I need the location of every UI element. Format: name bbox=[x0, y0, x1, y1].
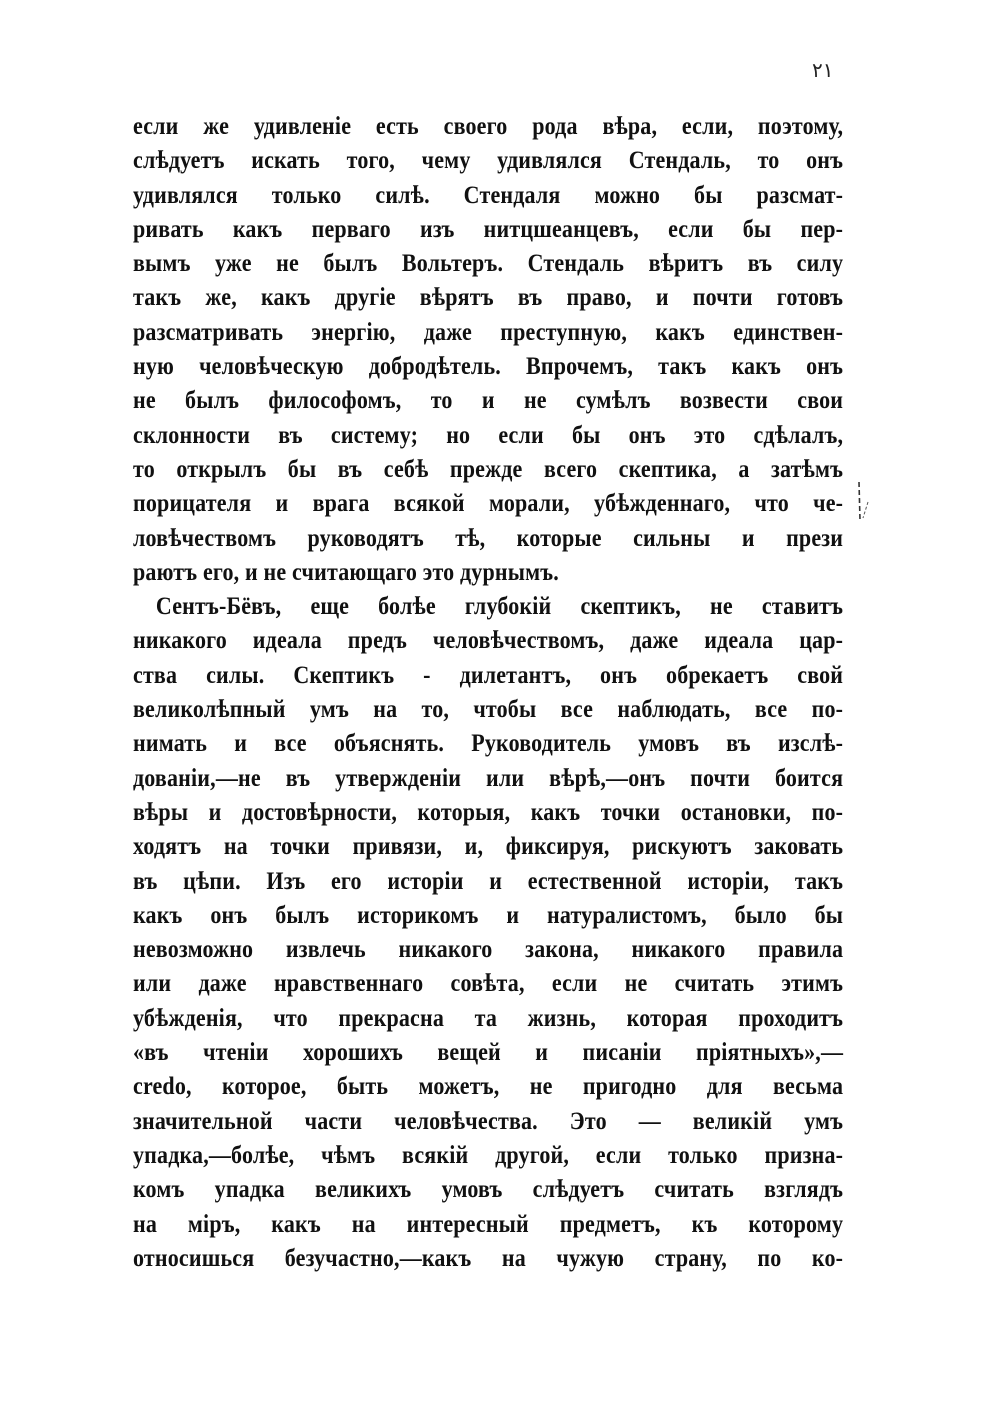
text-line: «въ чтеніи хорошихъ вещей и писаніи пріятныхъ»,— bbox=[133, 1039, 844, 1067]
text-line: невозможно извлечь никакого закона, никакого правила bbox=[133, 936, 844, 964]
text-line: упадка,—болѣе, чѣмъ всякій другой, если только призна- bbox=[133, 1141, 844, 1169]
text-line: комъ упадка великихъ умовъ слѣдуетъ считать взглядъ bbox=[133, 1176, 844, 1204]
text-line: относишься безучастно,—какъ на чужую страну, по ко- bbox=[133, 1244, 844, 1272]
text-line: на міръ, какъ на интересный предметъ, къ которому bbox=[133, 1210, 844, 1238]
text-line: нимать и все объяснять. Руководитель умовъ въ изслѣ- bbox=[133, 730, 844, 758]
text-line: или даже нравственнаго совѣта, если не считать этимъ bbox=[133, 970, 844, 998]
text-line: великолѣпный умъ на то, чтобы все наблюдать, все по- bbox=[133, 696, 844, 724]
text-line: какъ онъ былъ историкомъ и натуралистомъ, было бы bbox=[133, 901, 844, 929]
text-line: слѣдуетъ искать того, чему удивлялся Стендаль, то онъ bbox=[133, 147, 844, 175]
text-line: порицателя и врага всякой морали, убѣжденнаго, что че- bbox=[133, 490, 844, 518]
text-line: склонности въ систему; но если бы онъ это сдѣлалъ, bbox=[133, 421, 844, 449]
text-line: то открылъ бы въ себѣ прежде всего скептика, а затѣмъ bbox=[133, 455, 844, 483]
margin-pencil-mark-icon bbox=[855, 480, 875, 525]
page-number: ٢١ bbox=[812, 58, 834, 82]
text-line: дованіи,—не въ утвержденіи или вѣрѣ,—онъ почти боится bbox=[133, 764, 844, 792]
text-line: удивлялся только силѣ. Стендаля можно бы разсмат- bbox=[133, 181, 844, 209]
text-line: ловѣчествомъ руководятъ тѣ, которые сильны и прези bbox=[133, 524, 844, 552]
text-line: если же удивленіе есть своего рода вѣра, если, поэтому, bbox=[133, 113, 844, 140]
text-line: credo, которое, быть можетъ, не пригодно для весьма bbox=[133, 1073, 844, 1101]
text-line: значительной части человѣчества. Это — великій умъ bbox=[133, 1107, 844, 1135]
text-line: вѣры и достовѣрности, которыя, какъ точки остановки, по- bbox=[133, 798, 844, 826]
text-line: такъ же, какъ другіе вѣрятъ въ право, и почти готовъ bbox=[133, 284, 844, 312]
body-text bbox=[133, 110, 843, 1276]
text-line: не былъ философомъ, то и не сумѣлъ возвести свои bbox=[133, 387, 844, 415]
text-line: въ цѣпи. Изъ его исторіи и естественной исторіи, такъ bbox=[133, 867, 844, 895]
text-line: никакого идеала предъ человѣчествомъ, даже идеала цар- bbox=[133, 627, 844, 655]
text-line: разсматривать энергію, даже преступную, какъ единствен- bbox=[133, 318, 844, 346]
text-line: убѣжденія, что прекрасна та жизнь, которая проходитъ bbox=[133, 1004, 844, 1032]
text-line: ства силы. Скептикъ - дилетантъ, онъ обрекаетъ свой bbox=[133, 661, 844, 689]
text-line: ную человѣческую добродѣтель. Впрочемъ, такъ какъ онъ bbox=[133, 353, 844, 381]
text-line: Сентъ-Бёвъ, еще болѣе глубокій скептикъ, не ставитъ bbox=[155, 593, 844, 621]
text-line: ходятъ на точки привязи, и, фиксируя, рискуютъ заковать bbox=[133, 833, 844, 861]
text-line: ривать какъ перваго изъ нитцшеанцевъ, если бы пер- bbox=[133, 215, 844, 243]
text-line: вымъ уже не былъ Вольтеръ. Стендаль вѣритъ въ силу bbox=[133, 250, 844, 278]
text-line: раютъ его, и не считающаго это дурнымъ. bbox=[133, 558, 559, 586]
